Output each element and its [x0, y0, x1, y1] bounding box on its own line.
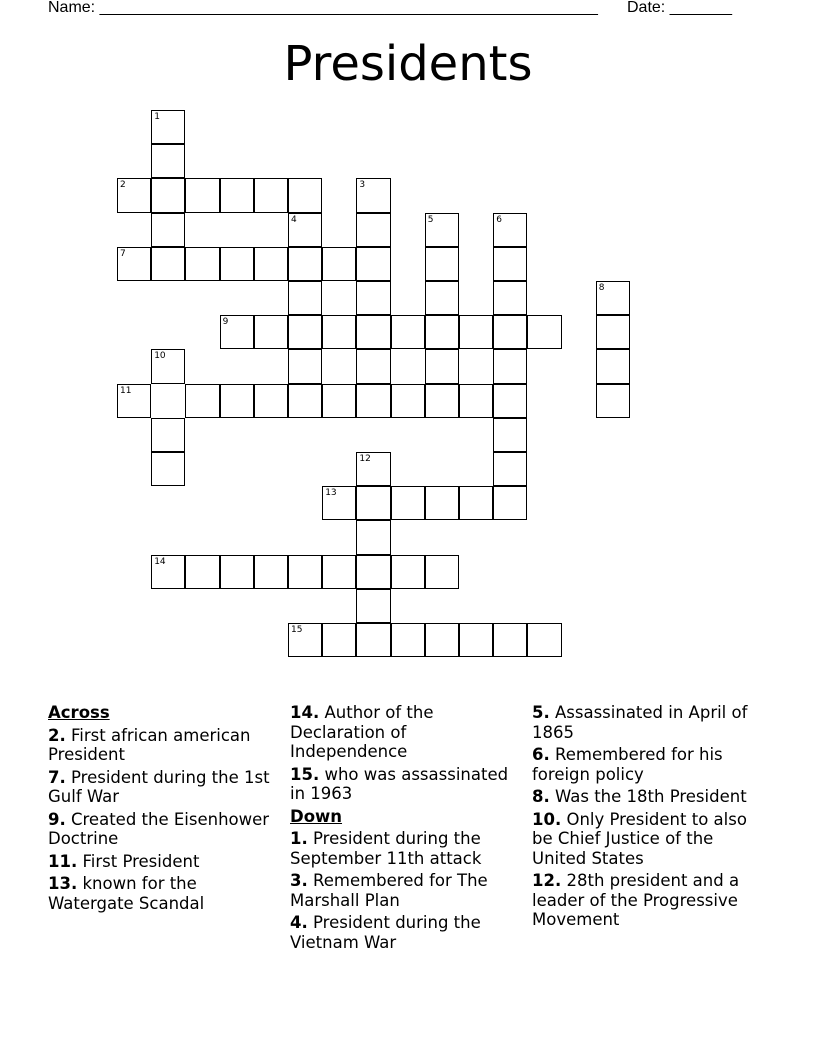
grid-cell[interactable]: [527, 623, 561, 657]
clue-item: [48, 810, 278, 849]
grid-cell[interactable]: [425, 315, 459, 349]
clue-text: First President: [77, 851, 200, 871]
clue-text: Author of the Declaration of Independence: [290, 703, 434, 761]
clue-number: 2: [120, 180, 126, 191]
grid-cell[interactable]: [425, 213, 459, 247]
clue-text: Created the Eisenhower Doctrine: [48, 809, 270, 848]
name-field-label[interactable]: Name: ________________________________________________________: [48, 0, 598, 16]
grid-cell[interactable]: [288, 178, 322, 212]
grid-cell[interactable]: [596, 315, 630, 349]
clue-item: [290, 703, 520, 762]
grid-cell[interactable]: [185, 384, 219, 418]
grid-cell[interactable]: [185, 247, 219, 281]
clue-item: [290, 913, 520, 952]
grid-cell[interactable]: [356, 589, 390, 623]
across-heading: Across: [48, 703, 110, 722]
grid-cell[interactable]: [425, 349, 459, 383]
grid-cell[interactable]: [356, 281, 390, 315]
grid-cell[interactable]: [117, 178, 151, 212]
clue-item: [48, 874, 278, 913]
grid-cell[interactable]: [493, 281, 527, 315]
grid-cell[interactable]: [151, 213, 185, 247]
grid-cell[interactable]: [185, 178, 219, 212]
clue-number-label: 7.: [48, 767, 66, 787]
grid-cell[interactable]: [459, 623, 493, 657]
grid-cell[interactable]: [459, 315, 493, 349]
grid-cell[interactable]: [356, 315, 390, 349]
grid-cell[interactable]: [493, 486, 527, 520]
grid-cell[interactable]: [596, 281, 630, 315]
clue-number: 5: [427, 214, 434, 225]
clue-text: President during the 1st Gulf War: [48, 767, 270, 806]
clue-item: [48, 852, 278, 872]
grid-cell[interactable]: [425, 623, 459, 657]
grid-cell[interactable]: [254, 178, 288, 212]
grid-cell[interactable]: [493, 452, 527, 486]
page-title: Presidents: [283, 36, 533, 92]
grid-cell[interactable]: [391, 315, 425, 349]
clue-item: [290, 871, 520, 910]
grid-cell[interactable]: [322, 486, 356, 520]
grid-cell[interactable]: [254, 247, 288, 281]
clue-number-label: 3.: [290, 871, 308, 890]
grid-cell[interactable]: [151, 452, 185, 486]
grid-cell[interactable]: [356, 349, 390, 383]
clue-number-label: 1.: [290, 829, 308, 848]
clue-number-label: 15.: [290, 764, 320, 784]
grid-cell[interactable]: [493, 247, 527, 281]
grid-cell[interactable]: [356, 247, 390, 281]
clue-item: [48, 726, 278, 765]
grid-cell[interactable]: [254, 315, 288, 349]
grid-cell[interactable]: [322, 555, 356, 589]
grid-cell[interactable]: [356, 520, 390, 554]
grid-cell[interactable]: [151, 247, 185, 281]
grid-cell[interactable]: [322, 247, 356, 281]
grid-cell[interactable]: [459, 486, 493, 520]
clue-number-label: 12.: [532, 871, 562, 890]
clue-number-label: 8.: [532, 787, 550, 806]
clue-text: Only President to also be Chief Justice of the United States: [532, 809, 747, 868]
clue-text: Remembered for The Marshall Plan: [290, 871, 488, 910]
clue-number: 4: [291, 214, 297, 225]
grid-cell[interactable]: [425, 247, 459, 281]
grid-cell[interactable]: [356, 623, 390, 657]
clue-text: Remembered for his foreign policy: [532, 745, 723, 784]
clue-number-label: 2.: [48, 725, 66, 745]
grid-cell[interactable]: [493, 418, 527, 452]
across-clue-list: [48, 726, 278, 914]
grid-cell[interactable]: [151, 555, 185, 589]
grid-cell[interactable]: [596, 384, 630, 418]
clue-item: [290, 765, 520, 804]
down-clue-list-continued: [532, 703, 762, 930]
grid-cell[interactable]: [596, 349, 630, 383]
clue-item: [48, 768, 278, 807]
grid-cell[interactable]: [220, 315, 254, 349]
clue-text: First african american President: [48, 725, 251, 764]
grid-cell[interactable]: [254, 384, 288, 418]
grid-cell[interactable]: [493, 213, 527, 247]
grid-cell[interactable]: [288, 281, 322, 315]
grid-cell[interactable]: [425, 281, 459, 315]
down-clue-list: [290, 829, 520, 952]
clue-number: 11: [120, 385, 132, 396]
clues-column-1: [48, 703, 278, 916]
grid-cell[interactable]: [220, 384, 254, 418]
grid-cell[interactable]: [322, 623, 356, 657]
clue-text: President during the Vietnam War: [290, 913, 481, 952]
across-clue-list-continued: [290, 703, 520, 804]
clue-number-label: 11.: [48, 851, 78, 871]
grid-cell[interactable]: [220, 247, 254, 281]
clue-number-label: 4.: [290, 913, 308, 932]
grid-cell[interactable]: [356, 555, 390, 589]
grid-cell[interactable]: [288, 349, 322, 383]
down-heading: Down: [290, 806, 343, 826]
grid-cell[interactable]: [425, 384, 459, 418]
grid-cell[interactable]: [356, 486, 390, 520]
clue-number: 13: [325, 488, 337, 499]
grid-cell[interactable]: [459, 384, 493, 418]
grid-cell[interactable]: [151, 349, 185, 383]
grid-cell[interactable]: [288, 247, 322, 281]
grid-cell[interactable]: [185, 555, 219, 589]
clue-number: 6: [496, 214, 502, 225]
clue-item: [532, 703, 762, 742]
clue-number-label: 9.: [48, 809, 66, 829]
grid-cell[interactable]: [151, 178, 185, 212]
clue-item: [532, 745, 762, 784]
grid-cell[interactable]: [356, 178, 390, 212]
clue-text: President during the September 11th attack: [290, 829, 482, 868]
grid-cell[interactable]: [151, 110, 185, 144]
grid-cell[interactable]: [288, 623, 322, 657]
clue-item: [532, 787, 762, 807]
grid-cell[interactable]: [493, 384, 527, 418]
clue-number-label: 14.: [290, 703, 320, 722]
grid-cell[interactable]: [288, 555, 322, 589]
clue-number-label: 6.: [532, 745, 550, 764]
clue-number: 7: [120, 248, 126, 259]
clue-number: 10: [154, 351, 166, 362]
clue-item: [290, 829, 520, 868]
grid-cell[interactable]: [356, 452, 390, 486]
clue-number: 1: [154, 112, 160, 122]
clue-number: 9: [222, 317, 229, 328]
grid-cell[interactable]: [493, 315, 527, 349]
clue-number: 14: [154, 556, 166, 567]
clue-number: 8: [598, 283, 605, 293]
grid-cell[interactable]: [391, 384, 425, 418]
clue-item: [532, 810, 762, 869]
clue-number-label: 10.: [532, 809, 562, 829]
grid-cell[interactable]: [425, 555, 459, 589]
grid-cell[interactable]: [117, 384, 151, 418]
grid-cell[interactable]: [288, 315, 322, 349]
grid-cell[interactable]: [493, 623, 527, 657]
clue-number-label: 13.: [48, 874, 78, 893]
grid-cell[interactable]: [493, 349, 527, 383]
grid-cell[interactable]: [322, 384, 356, 418]
date-field-label[interactable]: Date: _______: [627, 0, 732, 16]
grid-cell[interactable]: [356, 213, 390, 247]
grid-cell[interactable]: [151, 144, 185, 178]
clue-number: 12: [359, 454, 371, 464]
grid-cell[interactable]: [288, 213, 322, 247]
grid-cell[interactable]: [425, 486, 459, 520]
grid-cell[interactable]: [220, 555, 254, 589]
clue-number: 3: [359, 180, 366, 191]
grid-cell[interactable]: [220, 178, 254, 212]
grid-cell[interactable]: [356, 384, 390, 418]
grid-cell[interactable]: [527, 315, 561, 349]
clue-text: who was assassinated in 1963: [290, 764, 509, 803]
clue-number: 15: [291, 625, 303, 635]
grid-cell[interactable]: [391, 555, 425, 589]
grid-cell[interactable]: [151, 418, 185, 452]
grid-cell[interactable]: [288, 384, 322, 418]
grid-cell[interactable]: [117, 247, 151, 281]
clue-text: known for the Watergate Scandal: [48, 874, 205, 913]
grid-cell[interactable]: [391, 486, 425, 520]
clues-column-2: [290, 703, 520, 955]
clue-item: [532, 871, 762, 930]
clues-column-3: [532, 703, 762, 933]
grid-cell[interactable]: [254, 555, 288, 589]
clue-text: 28th president and a leader of the Progressive Movement: [532, 871, 740, 929]
grid-cell[interactable]: [391, 623, 425, 657]
grid-cell[interactable]: [322, 315, 356, 349]
clue-text: Assassinated in April of 1865: [532, 703, 748, 742]
clue-number-label: 5.: [532, 703, 550, 722]
clue-text: Was the 18th President: [549, 787, 747, 806]
